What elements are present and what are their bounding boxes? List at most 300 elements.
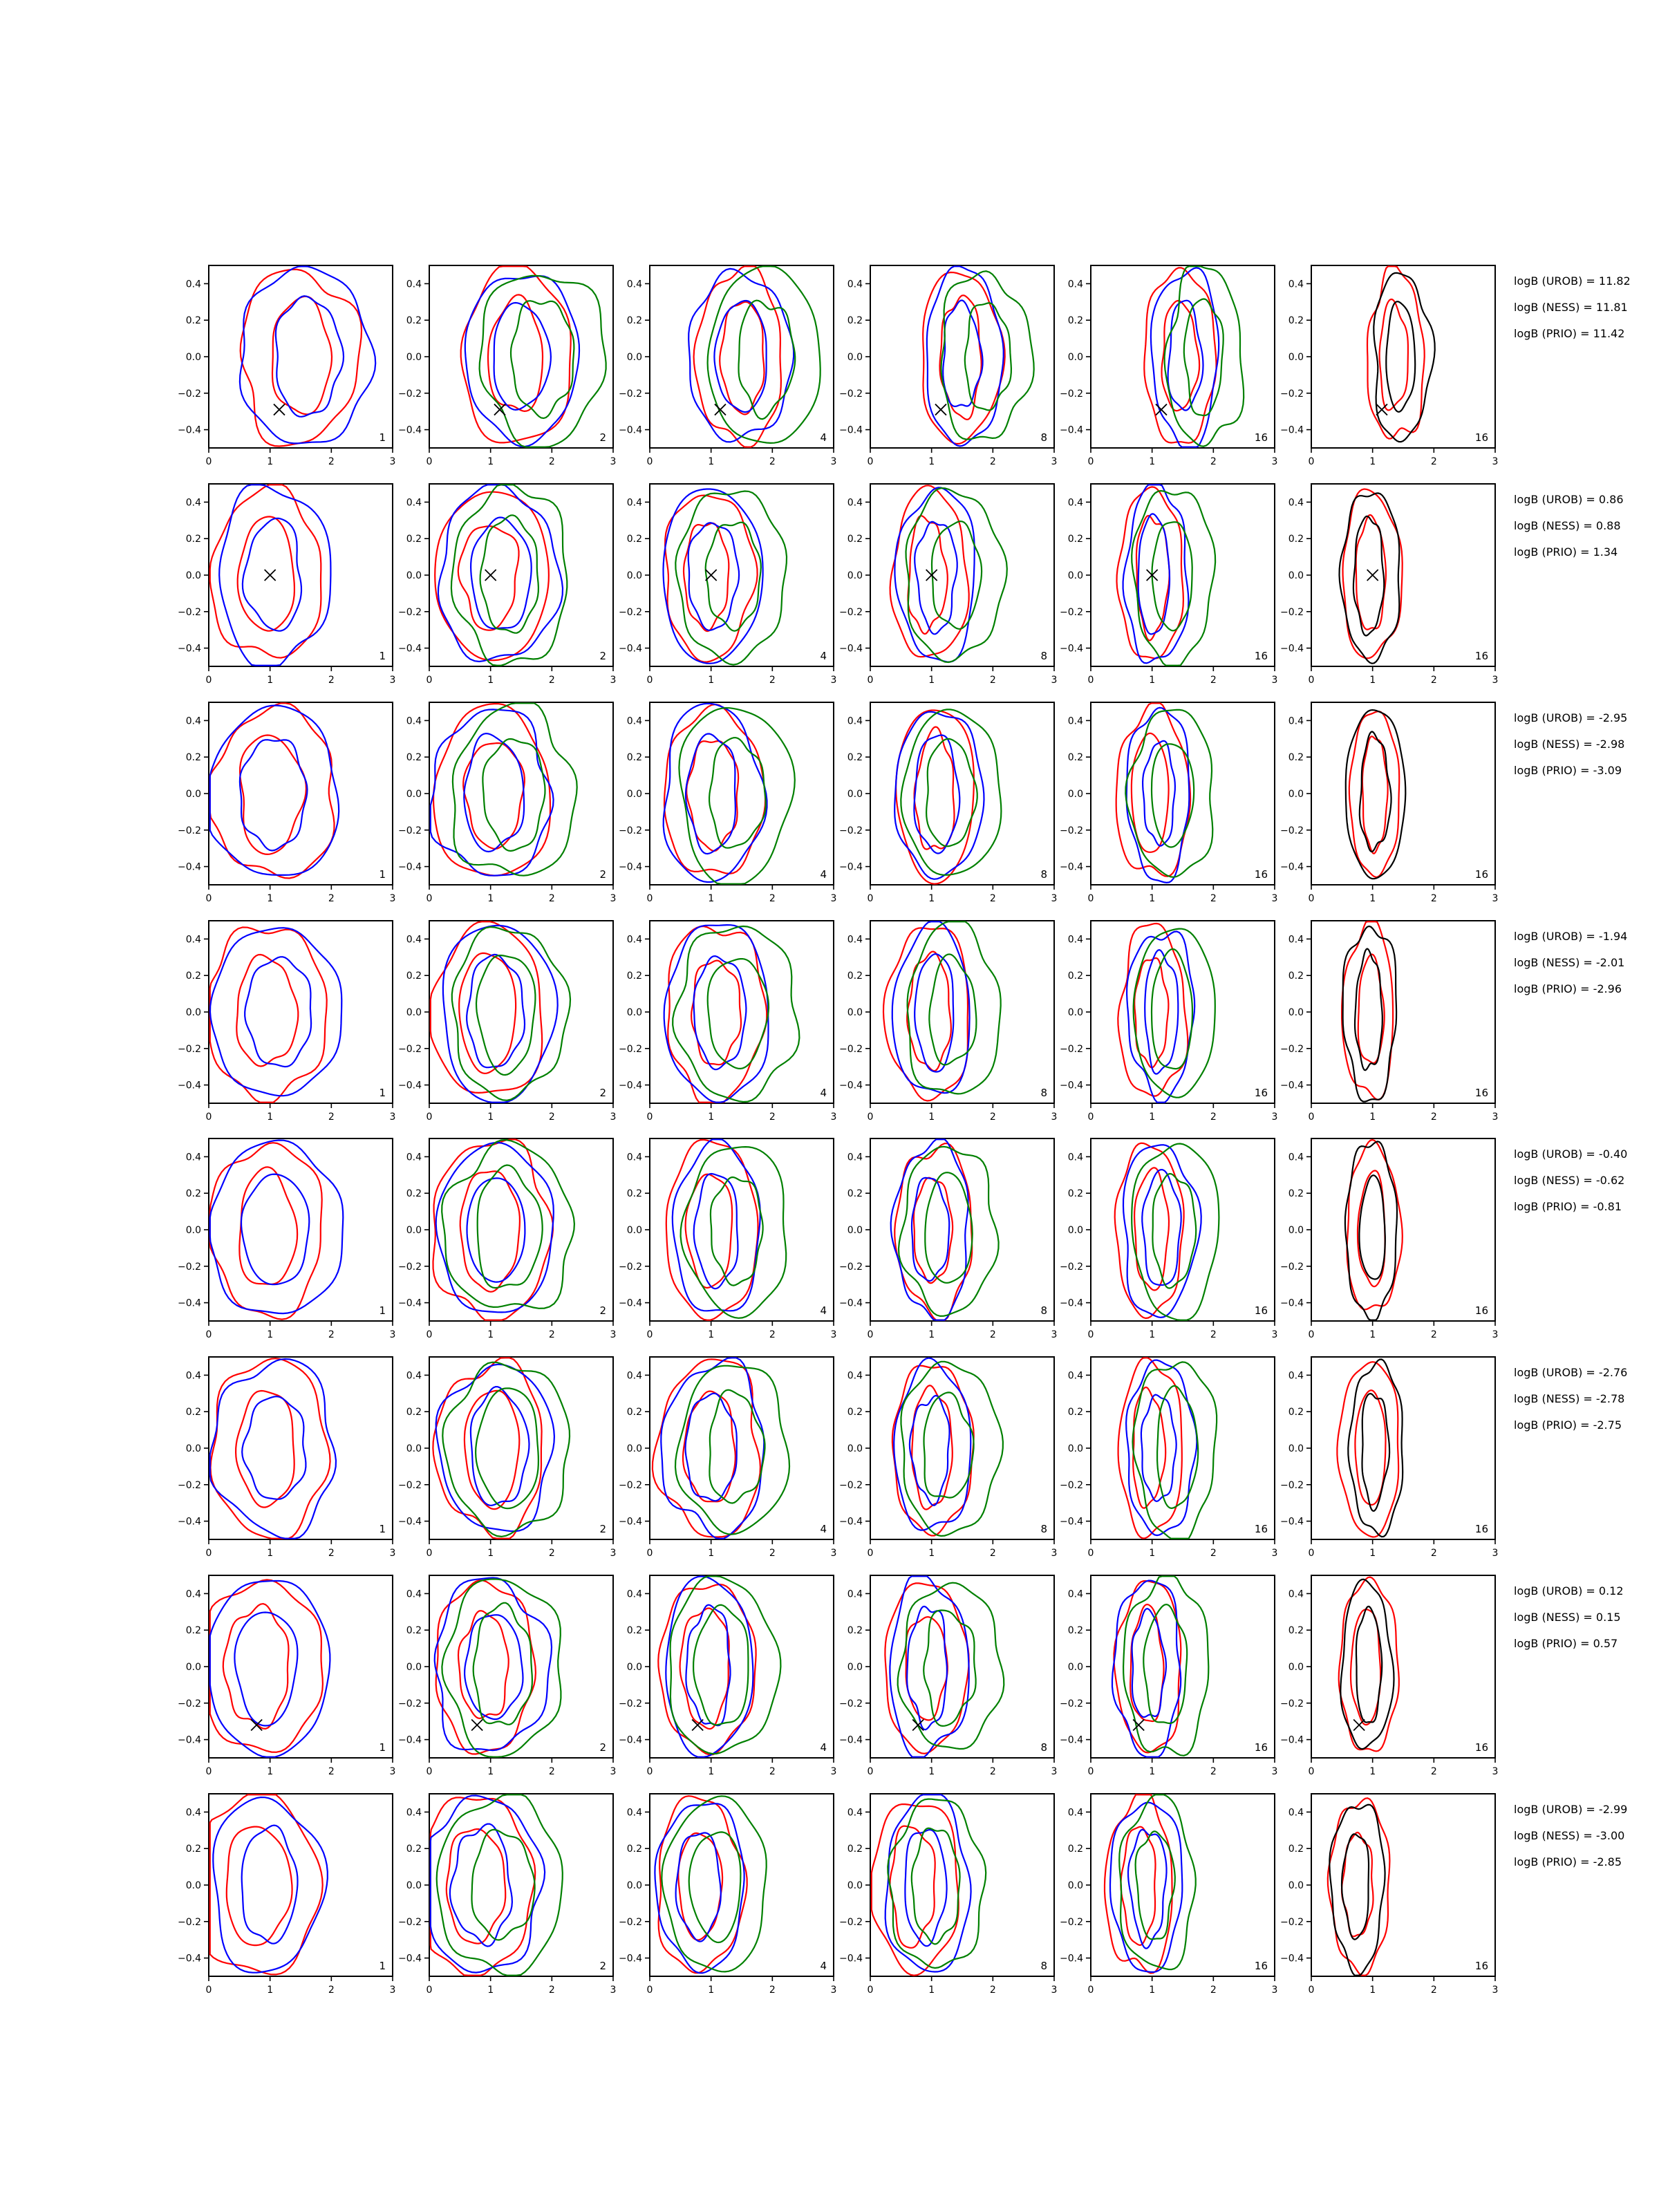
contour-green-outer bbox=[1165, 266, 1244, 446]
y-tick-label: 0.0 bbox=[185, 789, 201, 800]
x-tick-label: 3 bbox=[1492, 1329, 1499, 1340]
panel-r5-c2 bbox=[398, 1138, 616, 1340]
y-tick-label: −0.2 bbox=[398, 606, 422, 618]
x-tick-label: 3 bbox=[610, 1112, 617, 1123]
contour-green-outer bbox=[681, 1147, 787, 1318]
axes-frame bbox=[429, 1357, 613, 1539]
contour-green-outer bbox=[437, 1794, 563, 1975]
y-tick-label: 0.2 bbox=[1288, 971, 1304, 982]
y-tick-label: 0.2 bbox=[1288, 1844, 1304, 1855]
y-tick-label: 0.2 bbox=[1288, 1407, 1304, 1418]
contour-blue-inner bbox=[243, 518, 301, 631]
axes-frame bbox=[209, 921, 393, 1103]
y-tick-label: 0.0 bbox=[1067, 570, 1083, 581]
y-tick-label: 0.2 bbox=[406, 1188, 422, 1200]
panel-r5-c3 bbox=[619, 1138, 836, 1340]
y-tick-label: 0.2 bbox=[185, 1625, 201, 1637]
y-tick-label: −0.2 bbox=[178, 1698, 201, 1709]
panel-r1-c1 bbox=[178, 265, 395, 467]
y-tick-label: −0.4 bbox=[178, 1734, 201, 1746]
contour-blue-inner bbox=[912, 1178, 949, 1281]
x-tick-label: 0 bbox=[205, 1329, 212, 1340]
x-tick-label: 2 bbox=[769, 1329, 776, 1340]
axes-frame bbox=[870, 484, 1054, 666]
contour-blue-inner bbox=[1128, 1830, 1167, 1949]
contour-red-inner bbox=[1134, 1168, 1169, 1290]
y-tick-label: 0.4 bbox=[847, 1370, 863, 1382]
x-tick-label: 3 bbox=[1051, 456, 1058, 467]
x-tick-label: 1 bbox=[267, 456, 274, 467]
axes-frame bbox=[1311, 1138, 1495, 1321]
x-tick-label: 3 bbox=[1051, 1985, 1058, 1996]
axes-frame bbox=[870, 702, 1054, 885]
contour-green-outer bbox=[452, 927, 570, 1100]
panel-label: 16 bbox=[1254, 1960, 1268, 1972]
x-tick-label: 2 bbox=[769, 1985, 776, 1996]
panel-label: 16 bbox=[1254, 1087, 1268, 1099]
panel-label: 2 bbox=[599, 1304, 606, 1317]
y-tick-label: −0.2 bbox=[398, 1043, 422, 1055]
y-tick-label: 0.2 bbox=[1288, 752, 1304, 764]
y-tick-label: 0.4 bbox=[847, 497, 863, 509]
x-tick-label: 2 bbox=[328, 675, 335, 686]
y-tick-label: −0.2 bbox=[1280, 1698, 1304, 1709]
panel-label: 1 bbox=[379, 1741, 386, 1754]
contour-red-inner bbox=[1351, 1609, 1380, 1725]
y-tick-label: −0.4 bbox=[1280, 643, 1304, 655]
panel-label: 16 bbox=[1474, 431, 1488, 444]
y-tick-label: 0.0 bbox=[847, 1880, 863, 1891]
x-tick-label: 3 bbox=[1051, 1766, 1058, 1777]
panel-label: 16 bbox=[1254, 1741, 1268, 1754]
x-tick-label: 2 bbox=[1430, 1985, 1437, 1996]
y-tick-label: 0.4 bbox=[1067, 715, 1083, 727]
y-tick-label: 0.0 bbox=[847, 352, 863, 363]
panel-label: 1 bbox=[379, 1087, 386, 1099]
x-tick-label: 1 bbox=[267, 893, 274, 904]
x-tick-label: 0 bbox=[1308, 1329, 1315, 1340]
contour-red-outer bbox=[872, 1804, 959, 1976]
x-tick-label: 0 bbox=[1087, 893, 1094, 904]
contour-red-inner bbox=[223, 1604, 289, 1729]
y-tick-label: 0.2 bbox=[1067, 752, 1083, 764]
y-tick-label: −0.2 bbox=[619, 606, 642, 618]
y-tick-label: 0.4 bbox=[406, 497, 422, 509]
contour-red-inner bbox=[227, 1827, 292, 1946]
panel-r6-c2 bbox=[398, 1357, 616, 1559]
contour-red-inner bbox=[720, 302, 764, 415]
contour-red-outer bbox=[210, 928, 327, 1103]
y-tick-label: −0.4 bbox=[398, 861, 422, 873]
x-tick-label: 2 bbox=[989, 1329, 996, 1340]
y-tick-label: −0.4 bbox=[839, 1297, 863, 1309]
y-tick-label: −0.2 bbox=[1280, 1043, 1304, 1055]
y-tick-label: 0.4 bbox=[185, 1807, 201, 1819]
y-tick-label: 0.2 bbox=[1067, 1625, 1083, 1637]
logB-annotation: logB (UROB) = -0.40 bbox=[1514, 1147, 1628, 1161]
x-tick-label: 1 bbox=[487, 675, 494, 686]
y-tick-label: 0.4 bbox=[1067, 279, 1083, 290]
contour-blue-inner bbox=[241, 1174, 309, 1285]
y-tick-label: 0.0 bbox=[626, 1880, 642, 1891]
panel-r4-c3 bbox=[619, 921, 836, 1123]
y-tick-label: 0.0 bbox=[626, 352, 642, 363]
y-tick-label: 0.4 bbox=[185, 279, 201, 290]
x-tick-label: 2 bbox=[769, 1766, 776, 1777]
contour-blue-outer bbox=[465, 276, 579, 447]
y-tick-label: −0.4 bbox=[1280, 1516, 1304, 1528]
x-tick-label: 1 bbox=[928, 1985, 935, 1996]
x-tick-label: 3 bbox=[610, 1766, 617, 1777]
x-tick-label: 0 bbox=[1087, 456, 1094, 467]
x-tick-label: 2 bbox=[328, 456, 335, 467]
x-tick-label: 2 bbox=[989, 1985, 996, 1996]
true-value-marker bbox=[706, 570, 717, 581]
y-tick-label: 0.2 bbox=[1288, 315, 1304, 327]
x-tick-label: 3 bbox=[389, 1112, 396, 1123]
panel-r2-c5 bbox=[1060, 484, 1277, 686]
panel-label: 16 bbox=[1474, 1741, 1488, 1754]
x-tick-label: 0 bbox=[867, 1985, 874, 1996]
y-tick-label: −0.2 bbox=[839, 606, 863, 618]
contour-blue-inner bbox=[464, 733, 524, 852]
y-tick-label: 0.4 bbox=[626, 934, 642, 946]
panel-label: 4 bbox=[820, 650, 827, 662]
panel-label: 16 bbox=[1254, 868, 1268, 881]
contour-red-inner bbox=[238, 516, 294, 630]
contour-green-outer bbox=[662, 1796, 766, 1971]
true-value-marker bbox=[265, 570, 276, 581]
logB-annotation: logB (NESS) = 0.88 bbox=[1514, 519, 1621, 532]
x-tick-label: 3 bbox=[830, 675, 837, 686]
panel-label: 2 bbox=[599, 868, 606, 881]
x-tick-label: 1 bbox=[267, 1985, 274, 1996]
panel-r3-c1 bbox=[178, 702, 395, 904]
x-tick-label: 3 bbox=[1271, 1112, 1278, 1123]
y-tick-label: 0.2 bbox=[626, 1844, 642, 1855]
x-tick-label: 2 bbox=[1210, 1112, 1217, 1123]
y-tick-label: 0.0 bbox=[847, 1225, 863, 1236]
panel-r1-c4 bbox=[839, 265, 1057, 467]
contour-green-outer bbox=[1132, 1144, 1219, 1320]
panel-r8-c3 bbox=[619, 1794, 836, 1996]
contour-green-inner bbox=[1157, 1386, 1198, 1508]
x-tick-label: 1 bbox=[1149, 893, 1156, 904]
y-tick-label: 0.4 bbox=[847, 715, 863, 727]
y-tick-label: −0.2 bbox=[619, 1479, 642, 1491]
x-tick-label: 3 bbox=[1271, 675, 1278, 686]
y-tick-label: −0.2 bbox=[398, 388, 422, 400]
y-tick-label: 0.2 bbox=[1288, 534, 1304, 545]
y-tick-label: −0.4 bbox=[178, 1297, 201, 1309]
panel-r5-c5 bbox=[1060, 1138, 1277, 1340]
panel-r6-c5 bbox=[1060, 1357, 1277, 1559]
x-tick-label: 1 bbox=[1149, 1329, 1156, 1340]
contour-blue-inner bbox=[467, 1178, 525, 1282]
panel-label: 16 bbox=[1254, 1304, 1268, 1317]
x-tick-label: 2 bbox=[328, 1985, 335, 1996]
panel-label: 2 bbox=[599, 431, 606, 444]
y-tick-label: 0.4 bbox=[406, 715, 422, 727]
contour-blue-outer bbox=[664, 925, 769, 1103]
y-tick-label: −0.2 bbox=[619, 825, 642, 836]
x-tick-label: 0 bbox=[867, 1329, 874, 1340]
logB-annotation: logB (PRIO) = 0.57 bbox=[1514, 1637, 1618, 1650]
contour-blue-inner bbox=[1143, 741, 1175, 846]
x-tick-label: 2 bbox=[1210, 893, 1217, 904]
x-tick-label: 2 bbox=[328, 1112, 335, 1123]
logB-annotation: logB (UROB) = 11.82 bbox=[1514, 274, 1631, 288]
y-tick-label: 0.2 bbox=[1067, 315, 1083, 327]
x-tick-label: 3 bbox=[610, 1548, 617, 1559]
x-tick-label: 2 bbox=[989, 456, 996, 467]
y-tick-label: −0.4 bbox=[398, 643, 422, 655]
panel-label: 2 bbox=[599, 1087, 606, 1099]
contour-red-outer bbox=[658, 1584, 756, 1754]
y-tick-label: 0.4 bbox=[185, 1152, 201, 1163]
contour-black-outer bbox=[1329, 1805, 1385, 1976]
y-tick-label: 0.0 bbox=[185, 1880, 201, 1891]
axes-frame bbox=[209, 1138, 393, 1321]
y-tick-label: −0.2 bbox=[1280, 1479, 1304, 1491]
x-tick-label: 1 bbox=[708, 1766, 715, 1777]
panel-label: 2 bbox=[599, 1960, 606, 1972]
x-tick-label: 2 bbox=[1210, 675, 1217, 686]
y-tick-label: −0.2 bbox=[398, 1698, 422, 1709]
x-tick-label: 2 bbox=[548, 893, 555, 904]
x-tick-label: 0 bbox=[1308, 1548, 1315, 1559]
contour-black-inner bbox=[1356, 1606, 1382, 1723]
y-tick-label: −0.2 bbox=[839, 1043, 863, 1055]
x-tick-label: 3 bbox=[1051, 675, 1058, 686]
y-tick-label: −0.4 bbox=[398, 424, 422, 436]
contour-red-outer bbox=[664, 704, 765, 874]
y-tick-label: −0.2 bbox=[1060, 1261, 1083, 1273]
y-tick-label: 0.4 bbox=[406, 934, 422, 946]
x-tick-label: 1 bbox=[267, 1548, 274, 1559]
x-tick-label: 3 bbox=[1492, 1766, 1499, 1777]
panel-r2-c6 bbox=[1280, 484, 1498, 686]
y-tick-label: 0.2 bbox=[1067, 1844, 1083, 1855]
panel-label: 2 bbox=[599, 650, 606, 662]
contour-blue-inner bbox=[276, 296, 344, 417]
y-tick-label: −0.4 bbox=[839, 1516, 863, 1528]
x-tick-label: 0 bbox=[867, 1548, 874, 1559]
y-tick-label: −0.4 bbox=[839, 643, 863, 655]
y-tick-label: 0.2 bbox=[185, 1407, 201, 1418]
x-tick-label: 1 bbox=[928, 1329, 935, 1340]
contour-green-inner bbox=[1152, 949, 1192, 1069]
panel-r7-c4 bbox=[839, 1575, 1057, 1777]
y-tick-label: 0.4 bbox=[626, 715, 642, 727]
y-tick-label: 0.4 bbox=[626, 1370, 642, 1382]
y-tick-label: −0.2 bbox=[1060, 825, 1083, 836]
panel-r7-c6 bbox=[1280, 1575, 1498, 1777]
x-tick-label: 1 bbox=[1149, 456, 1156, 467]
panel-label: 1 bbox=[379, 1304, 386, 1317]
y-tick-label: 0.2 bbox=[847, 752, 863, 764]
x-tick-label: 0 bbox=[205, 675, 212, 686]
y-tick-label: 0.0 bbox=[626, 1443, 642, 1454]
y-tick-label: 0.0 bbox=[1288, 1443, 1304, 1454]
y-tick-label: 0.4 bbox=[1067, 1588, 1083, 1600]
y-tick-label: −0.2 bbox=[839, 1916, 863, 1928]
contour-blue-outer bbox=[894, 712, 984, 879]
contour-green-inner bbox=[706, 523, 761, 631]
x-tick-label: 3 bbox=[1271, 1985, 1278, 1996]
panel-r5-c1 bbox=[178, 1138, 395, 1340]
x-tick-label: 0 bbox=[426, 1766, 433, 1777]
x-tick-label: 3 bbox=[389, 1985, 396, 1996]
y-tick-label: −0.2 bbox=[398, 1479, 422, 1491]
y-tick-label: −0.4 bbox=[619, 1953, 642, 1965]
y-tick-label: −0.4 bbox=[839, 1953, 863, 1965]
x-tick-label: 1 bbox=[708, 1329, 715, 1340]
y-tick-label: 0.4 bbox=[1067, 934, 1083, 946]
x-tick-label: 3 bbox=[830, 1329, 837, 1340]
y-tick-label: 0.2 bbox=[406, 534, 422, 545]
y-tick-label: 0.0 bbox=[847, 789, 863, 800]
panel-label: 8 bbox=[1040, 1523, 1047, 1535]
axes-frame bbox=[870, 1794, 1054, 1976]
contour-blue-outer bbox=[210, 1581, 330, 1757]
x-tick-label: 1 bbox=[487, 1548, 494, 1559]
axes-frame bbox=[209, 265, 393, 448]
y-tick-label: −0.2 bbox=[619, 1043, 642, 1055]
y-tick-label: −0.4 bbox=[398, 1734, 422, 1746]
contour-blue-outer bbox=[655, 1803, 744, 1973]
x-tick-label: 1 bbox=[267, 1766, 274, 1777]
y-tick-label: 0.4 bbox=[626, 497, 642, 509]
x-tick-label: 0 bbox=[426, 1112, 433, 1123]
x-tick-label: 1 bbox=[1369, 1548, 1376, 1559]
x-tick-label: 1 bbox=[1369, 1985, 1376, 1996]
contour-red-outer bbox=[433, 1358, 541, 1538]
axes-frame bbox=[1091, 484, 1275, 666]
contour-red-inner bbox=[1355, 1390, 1385, 1505]
panel-label: 8 bbox=[1040, 1304, 1047, 1317]
y-tick-label: 0.4 bbox=[1288, 1807, 1304, 1819]
contour-red-outer bbox=[1328, 1798, 1390, 1975]
x-tick-label: 1 bbox=[267, 675, 274, 686]
x-tick-label: 1 bbox=[1369, 1766, 1376, 1777]
contour-blue-inner bbox=[694, 956, 747, 1069]
x-tick-label: 1 bbox=[708, 893, 715, 904]
y-tick-label: −0.4 bbox=[178, 424, 201, 436]
panel-r4-c1 bbox=[178, 921, 395, 1123]
y-tick-label: 0.0 bbox=[1288, 1662, 1304, 1673]
x-tick-label: 3 bbox=[1051, 893, 1058, 904]
contour-red-inner bbox=[236, 1391, 294, 1508]
x-tick-label: 3 bbox=[830, 1548, 837, 1559]
y-tick-label: 0.4 bbox=[406, 279, 422, 290]
y-tick-label: −0.2 bbox=[619, 388, 642, 400]
y-tick-label: −0.2 bbox=[1280, 1916, 1304, 1928]
panel-label: 1 bbox=[379, 431, 386, 444]
y-tick-label: 0.2 bbox=[626, 315, 642, 327]
y-tick-label: 0.4 bbox=[1288, 934, 1304, 946]
y-tick-label: −0.2 bbox=[398, 1916, 422, 1928]
contour-blue-outer bbox=[890, 1576, 968, 1756]
panel-label: 1 bbox=[379, 868, 386, 881]
y-tick-label: 0.2 bbox=[1067, 971, 1083, 982]
x-tick-label: 3 bbox=[610, 893, 617, 904]
true-value-marker bbox=[1133, 1719, 1144, 1730]
x-tick-label: 0 bbox=[646, 1766, 653, 1777]
contour-red-outer bbox=[653, 1359, 760, 1537]
y-tick-label: 0.0 bbox=[1288, 352, 1304, 363]
logB-annotation: logB (PRIO) = 1.34 bbox=[1514, 545, 1618, 559]
y-tick-label: 0.0 bbox=[847, 1443, 863, 1454]
y-tick-label: 0.4 bbox=[847, 1807, 863, 1819]
x-tick-label: 1 bbox=[708, 456, 715, 467]
axes-frame bbox=[870, 1357, 1054, 1539]
x-tick-label: 3 bbox=[1492, 1548, 1499, 1559]
x-tick-label: 0 bbox=[205, 1548, 212, 1559]
y-tick-label: 0.0 bbox=[1067, 1880, 1083, 1891]
x-tick-label: 0 bbox=[426, 1548, 433, 1559]
axes-frame bbox=[870, 1138, 1054, 1321]
x-tick-label: 0 bbox=[646, 893, 653, 904]
x-tick-label: 3 bbox=[1492, 1985, 1499, 1996]
x-tick-label: 2 bbox=[989, 675, 996, 686]
logB-annotation: logB (UROB) = -2.99 bbox=[1514, 1803, 1628, 1816]
y-tick-label: −0.2 bbox=[178, 606, 201, 618]
panel-r4-c2 bbox=[398, 921, 616, 1123]
y-tick-label: 0.2 bbox=[1288, 1188, 1304, 1200]
y-tick-label: 0.2 bbox=[626, 1188, 642, 1200]
x-tick-label: 0 bbox=[1308, 1766, 1315, 1777]
panel-label: 16 bbox=[1474, 1087, 1488, 1099]
panel-r7-c2 bbox=[398, 1575, 616, 1777]
y-tick-label: −0.4 bbox=[398, 1516, 422, 1528]
y-tick-label: 0.2 bbox=[185, 315, 201, 327]
axes-frame bbox=[650, 265, 834, 448]
panel-label: 8 bbox=[1040, 431, 1047, 444]
logB-annotation: logB (NESS) = 0.15 bbox=[1514, 1611, 1621, 1624]
panel-label: 4 bbox=[820, 1087, 827, 1099]
y-tick-label: −0.4 bbox=[619, 643, 642, 655]
y-tick-label: −0.4 bbox=[619, 1734, 642, 1746]
contour-green-outer bbox=[708, 266, 821, 443]
logB-annotation: logB (PRIO) = -2.75 bbox=[1514, 1418, 1622, 1432]
x-tick-label: 0 bbox=[1087, 675, 1094, 686]
x-tick-label: 1 bbox=[267, 1329, 274, 1340]
contour-blue-inner bbox=[1142, 1170, 1181, 1285]
y-tick-label: 0.0 bbox=[1288, 570, 1304, 581]
x-tick-label: 3 bbox=[1051, 1112, 1058, 1123]
panel-r8-c5 bbox=[1060, 1794, 1277, 1996]
y-tick-label: 0.0 bbox=[1067, 789, 1083, 800]
contour-blue-outer bbox=[664, 704, 767, 882]
y-tick-label: 0.0 bbox=[1067, 1443, 1083, 1454]
x-tick-label: 3 bbox=[389, 456, 396, 467]
panel-label: 4 bbox=[820, 1523, 827, 1535]
x-tick-label: 0 bbox=[867, 893, 874, 904]
contour-blue-inner bbox=[471, 1387, 529, 1506]
y-tick-label: 0.0 bbox=[1067, 1225, 1083, 1236]
logB-annotation: logB (PRIO) = -3.09 bbox=[1514, 764, 1622, 777]
x-tick-label: 0 bbox=[205, 1766, 212, 1777]
panel-r3-c4 bbox=[839, 702, 1057, 904]
axes-frame bbox=[429, 1138, 613, 1321]
y-tick-label: −0.4 bbox=[839, 424, 863, 436]
panel-label: 16 bbox=[1474, 1523, 1488, 1535]
y-tick-label: 0.4 bbox=[185, 1588, 201, 1600]
y-tick-label: 0.0 bbox=[626, 1007, 642, 1018]
y-tick-label: −0.4 bbox=[1280, 1080, 1304, 1091]
y-tick-label: −0.4 bbox=[1060, 424, 1083, 436]
